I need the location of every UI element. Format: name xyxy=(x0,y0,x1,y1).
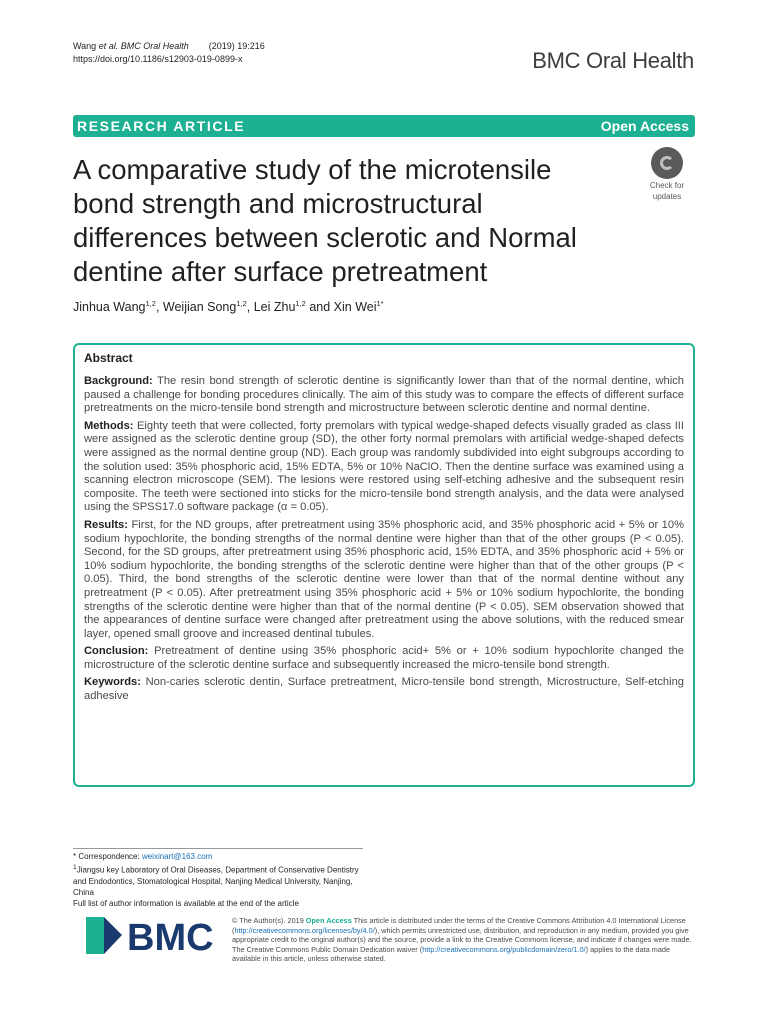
doi-link[interactable]: https://doi.org/10.1186/s12903-019-0899-x xyxy=(73,54,243,64)
citation-block xyxy=(73,40,265,66)
author-name: Xin Wei xyxy=(333,300,377,315)
bmc-logo xyxy=(84,913,218,958)
badge-line-1: Check for xyxy=(649,181,685,190)
abstract-box xyxy=(73,343,695,787)
article-type-label: RESEARCH ARTICLE xyxy=(77,118,246,134)
citation-journal: et al. BMC Oral Health xyxy=(98,41,189,51)
affiliation-mark: 1 xyxy=(73,864,77,872)
abstract-conclusion xyxy=(84,645,684,672)
bmc-logo-mark-right xyxy=(104,917,122,954)
license-copyright: © The Author(s). 2019 xyxy=(232,916,306,925)
citation-authors: Wang xyxy=(73,41,99,51)
citation-line xyxy=(73,40,265,53)
bmc-logo-text: BMC xyxy=(127,917,214,958)
abstract-results xyxy=(84,519,684,641)
license-part-4: ) applies to the data made available in this article, unless otherwise stated. xyxy=(232,944,671,964)
license-open-access: Open Access xyxy=(305,916,352,925)
author-name: Lei Zhu xyxy=(253,300,296,315)
author-separator: and xyxy=(305,300,334,315)
open-access-label: Open Access xyxy=(600,118,689,134)
author-separator: , xyxy=(155,300,163,315)
correspondence-email-link[interactable]: weixinart@163.com xyxy=(141,852,213,861)
license-part-2: This article is distributed under the terms of the Creative Commons Attribution 4.0 International License ( xyxy=(232,916,686,935)
author-affiliation: 1,2 xyxy=(236,299,247,308)
author-name: Jinhua Wang xyxy=(73,300,146,315)
license-link-cc-zero[interactable]: http://creativecommons.org/publicdomain/zero/1.0/ xyxy=(422,944,586,954)
conclusion-text: Pretreatment of dentine using 35% phosphoric acid+ 5% or + 10% sodium hypochlorite changed the microstructure of the sclerotic dentine surface and subsequently increased the micro-tensile bond strength. xyxy=(84,645,684,671)
results-text: First, for the ND groups, after pretreatment using 35% phosphoric acid, and 35% phosphoric acid + 5% or 10% sodium hypochlorite, the bonding strengths of the normal dentine were higher than that of the other groups (P < 0.05). Second, for the SD groups, after pretreatment using 35% phosphoric acid, 15% EDTA, and 35% phosphoric acid + 5% or 10% sodium hypochlorite, the bonding strengths of the sclerotic dentine were higher than that of the other groups (P < 0.05). Third, the bond strengths of the sclerotic dentine were lower than that of the normal dentine without any pretreatment (P < 0.05). After pretreatment using 35% phosphoric acid + 5% or 10% sodium hypochlorite, the bonding strengths of the sclerotic dentine were higher than that of the normal dentine (P < 0.05). SEM observation showed that the appearances of dentine surface were changed after pretreatment using the above solutions, with the reduced smear layer, opened small groove and increased dentinal tubules. xyxy=(84,518,684,640)
footnote-block xyxy=(73,848,363,910)
article-title: A comparative study of the microtensile bond strength and microstructural differences between sclerotic and Normal dentine after surface pretreatment xyxy=(73,154,577,287)
keywords-label: Keywords: xyxy=(84,676,141,689)
article-type-banner xyxy=(73,115,695,137)
background-text: The resin bond strength of sclerotic dentine is significantly lower than that of the normal dentine, which paused a challenge for bonding procedures clinically. The aim of this study was to compare the effects of different surface pretreatments on the micro-tensile bond strength and microstructure between sclerotic dentine and normal dentine. xyxy=(84,375,684,415)
update-icon xyxy=(651,147,683,179)
license-part-3: ), which permits unrestricted use, distribution, and reproduction in any medium, provided you give appropriate credit to the original author(s) and the source, provide a link to the Creative Commons license, and indicate if changes were made. The Creative Commons Public Domain Dedication waiver ( xyxy=(232,925,692,954)
conclusion-label: Conclusion: xyxy=(84,645,149,658)
author-affiliation: 1,2 xyxy=(295,299,306,308)
abstract-keywords xyxy=(84,676,684,703)
results-label: Results: xyxy=(84,518,128,531)
abstract-heading: Abstract xyxy=(84,351,133,365)
license-text xyxy=(232,916,696,964)
full-author-info-note: Full list of author information is available at the end of the article xyxy=(73,899,299,909)
background-label: Background: xyxy=(84,375,153,387)
author-name: Weijian Song xyxy=(162,300,237,315)
abstract-background xyxy=(84,375,684,416)
author-affiliation: 1* xyxy=(376,299,384,308)
author-list xyxy=(73,299,384,314)
methods-label: Methods: xyxy=(84,419,134,432)
footnote-divider xyxy=(73,848,363,849)
affiliation-line xyxy=(73,862,363,898)
check-for-updates-badge[interactable] xyxy=(642,147,692,199)
abstract-methods xyxy=(84,420,684,515)
keywords-text: Non-caries sclerotic dentin, Surface pretreatment, Micro-tensile bond strength, Microstructure, Self-etching adhesive xyxy=(84,676,684,703)
correspondence-label: * Correspondence: xyxy=(73,852,142,861)
bmc-logo-mark-left xyxy=(86,917,104,954)
methods-text: Eighty teeth that were collected, forty premolars with typical wedge-shaped defects visually graded as class III were assigned as the sclerotic dentine group (SD), the other forty normal premolars with artificial wedge-shaped defects were assigned as the normal dentine group (ND). Each group was randomly subdivided into eight subgroups according to the solution used: 35% phosphoric acid, 15% EDTA, 5% or 10% NaClO. Then the dentine surface was examined using a scanning electron microscope (SEM). The lesions were restored using self-etching adhesive and the subsequent resin composite. The teeth were sectioned into sticks for the micro-tensile bond strength analysis, and the data were analysed using the SPSS17.0 software package (α = 0.05). xyxy=(84,419,684,514)
affiliation-text: Jiangsu key Laboratory of Oral Diseases, Department of Conservative Dentistry and Endodontics, Stomatological Hospital, Nanjing Medical University, Nanjing, China xyxy=(73,865,359,898)
license-link-cc-by[interactable]: http://creativecommons.org/licenses/by/4.0/ xyxy=(234,925,375,935)
correspondence-line xyxy=(73,851,363,862)
badge-line-2: updates xyxy=(652,192,682,201)
citation-year: (2019) 19:216 xyxy=(208,41,265,51)
author-affiliation: 1,2 xyxy=(145,299,156,308)
author-separator: , xyxy=(246,300,254,315)
journal-name: BMC Oral Health xyxy=(532,48,694,73)
